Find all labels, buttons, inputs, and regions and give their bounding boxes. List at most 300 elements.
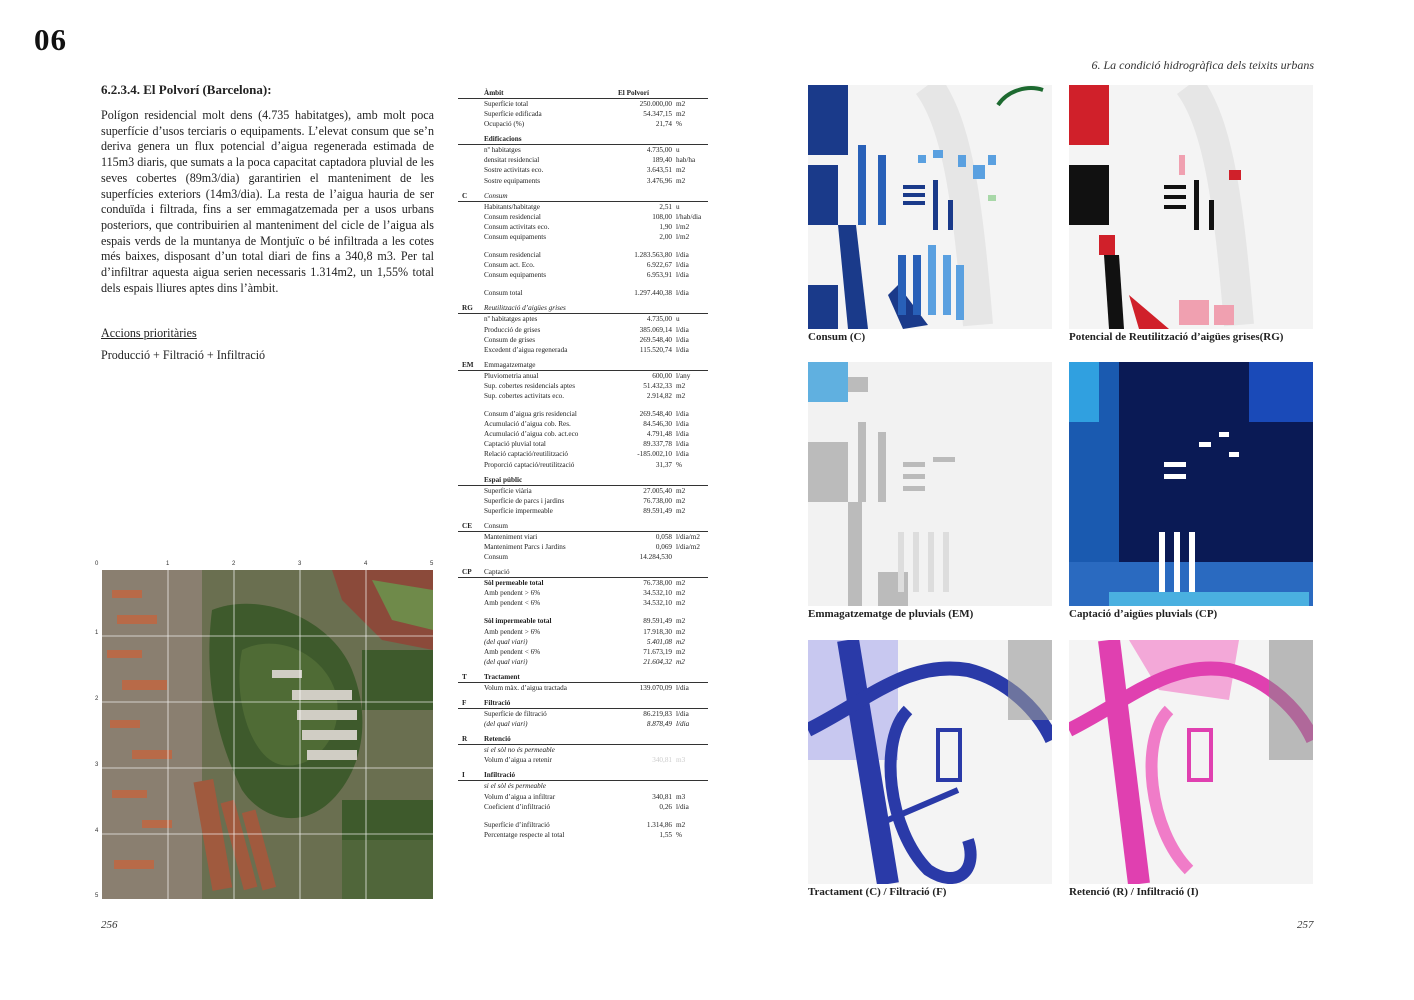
table-row: [458, 260, 708, 270]
row-value: 89.591,49: [643, 617, 672, 626]
row-unit: m2: [676, 820, 686, 829]
table-row: [458, 270, 708, 280]
row-indent: [458, 145, 484, 155]
row-indent: [458, 657, 484, 667]
row-label: Sup. cobertes activitats eco.: [484, 391, 565, 400]
table-row: [458, 232, 708, 242]
section-code: R: [462, 735, 468, 744]
row-label: Superfície impermeable: [484, 506, 553, 515]
running-head: 6. La condició hidrogràfica dels teixits urbans: [1091, 58, 1314, 72]
table-row: [458, 202, 708, 212]
row-value: [614, 745, 672, 755]
row-unit: l/m2: [676, 222, 690, 231]
section-code: T: [462, 672, 467, 681]
section-code: [458, 88, 484, 98]
row-unit: m2: [676, 599, 686, 608]
row-unit: [672, 781, 708, 791]
row-value: 6.922,67: [646, 261, 672, 270]
section-code: EM: [462, 360, 474, 369]
table-row: [458, 449, 708, 459]
table-row: [458, 409, 708, 419]
intro-paragraph: Polígon residencial molt dens (4.735 habitatges), amb molt poca superfície d’usos terciaris o equipaments. L’elevat consum que se’n deriva genera un flux potencial d’aigua regenerada estimada de 115m3 diaris, que sumats a la poca capacitat captadora pluvial de les seves cobertes (89m3/dia) garantirien el manteniment de les superfícies exteriors (14m3/dia). La resta de l’aigua hauria de ser conduïda i filtrada, fins a ser emmagatzemada per a usos urbans posteriors, que contribuirien al manteniment del cicle de l’aigua als espais verds de la muntanya de Montjuïc o bé infiltrada a les cotes més baixes, disposant d’un total diari de fins a 340,8 m3. Per tal d’infiltrar aquesta aigua serien necessaris 1.314m2, un 1,55% total dels espais lliures aptes dins l’àmbit.: [101, 108, 434, 295]
row-value: 31,37: [655, 460, 672, 469]
section-name: Reutilització d’aigües grises: [484, 304, 566, 313]
row-indent: [458, 109, 484, 119]
table-row: [458, 812, 708, 820]
row-value: 4.791,48: [646, 430, 672, 439]
row-indent: [458, 335, 484, 345]
row-unit: l/dia: [676, 440, 689, 449]
row-label: Acumulació d’aigua cob. Res.: [484, 420, 571, 429]
row-indent: [458, 598, 484, 608]
row-label: Acumulació d’aigua cob. act.eco: [484, 430, 579, 439]
row-value: 5.401,08: [646, 637, 672, 646]
table-section-header: [458, 734, 708, 745]
table-row: [458, 288, 708, 298]
table-row: [458, 637, 708, 647]
table-section-header: [458, 567, 708, 578]
row-label: Percentatge respecte al total: [484, 830, 565, 839]
table-row: [458, 820, 708, 830]
row-unit: l/dia: [676, 289, 689, 298]
section-name: Consum: [484, 191, 508, 200]
table-row: [458, 657, 708, 667]
row-unit: m2: [676, 381, 686, 390]
grid-label-top-4: 4: [364, 561, 368, 567]
row-value: 115.520,74: [639, 345, 672, 354]
row-unit: %: [676, 830, 682, 839]
table-row: [458, 608, 708, 616]
row-label: (del qual viari): [484, 657, 528, 666]
row-indent: [458, 745, 484, 755]
section-name: Consum: [484, 521, 508, 530]
row-unit: u: [676, 202, 680, 211]
accions-title: Accions prioritàries: [101, 326, 197, 340]
section-name: Emmagatzematge: [484, 360, 536, 369]
row-indent: [458, 345, 484, 355]
map-cp: [1069, 362, 1313, 606]
row-label: Consum activitats eco.: [484, 222, 550, 231]
chapter-number: 06: [34, 22, 67, 57]
table-row: [458, 460, 708, 470]
row-label: Amb pendent > 6%: [484, 589, 541, 598]
row-label: Superfície edificada: [484, 110, 542, 119]
grid-label-left-2: 2: [95, 696, 99, 702]
row-label: Sostre equipaments: [484, 176, 541, 185]
row-label: Proporció captació/reutilització: [484, 460, 575, 469]
row-unit: [672, 745, 708, 755]
section-code: CE: [462, 521, 472, 530]
row-value: 0,26: [659, 802, 672, 811]
table-section: [458, 770, 708, 839]
map-tf: [808, 640, 1052, 884]
row-indent: [458, 486, 484, 496]
row-value: 1,90: [659, 222, 672, 231]
row-unit: l/dia: [676, 720, 690, 729]
row-label: Consum act. Eco.: [484, 261, 535, 270]
map-caption-rg: Potencial de Reutilització d’aigües grises(RG): [1069, 331, 1284, 343]
row-indent: [458, 542, 484, 552]
row-label: nº habitatges: [484, 146, 521, 155]
row-unit: l/dia: [676, 710, 689, 719]
table-row: [458, 381, 708, 391]
grid-label-top-0: 0: [95, 561, 99, 567]
table-row: [458, 165, 708, 175]
table-section: [458, 134, 708, 185]
row-label: Sòl impermeable total: [484, 617, 552, 626]
row-value: 2.914,82: [646, 391, 672, 400]
table-row: [458, 542, 708, 552]
table-row: [458, 552, 708, 562]
table-section: [458, 521, 708, 562]
row-label: Amb pendent < 6%: [484, 599, 541, 608]
row-label: Amb pendent < 6%: [484, 647, 541, 656]
map-rg: [1069, 85, 1313, 329]
row-label: Consum: [484, 553, 508, 562]
column-header: El Polvorí: [618, 89, 649, 97]
row-value: 3.476,96: [646, 176, 672, 185]
row-indent: [458, 588, 484, 598]
grid-label-left-1: 1: [95, 630, 99, 636]
row-indent: [458, 202, 484, 212]
map-caption-ri: Retenció (R) / Infiltració (I): [1069, 886, 1199, 898]
row-label: Volum d’aigua a retenir: [484, 756, 552, 765]
row-unit: m2: [676, 637, 685, 646]
row-indent: [458, 802, 484, 812]
table-row: [458, 145, 708, 155]
table-section-header: [458, 475, 708, 486]
row-indent: [458, 391, 484, 401]
row-indent: [458, 119, 484, 129]
row-unit: l/dia: [676, 325, 689, 334]
row-label: Relació captació/reutilització: [484, 450, 569, 459]
row-label: si el sòl no és permeable: [484, 746, 555, 755]
map-consum: [808, 85, 1052, 329]
row-label: Amb pendent > 6%: [484, 627, 541, 636]
table-section: [458, 303, 708, 354]
row-unit: l/dia: [676, 430, 689, 439]
row-label: densitat residencial: [484, 156, 540, 165]
table-row: [458, 439, 708, 449]
row-value: 2,00: [659, 232, 672, 241]
table-section: [458, 734, 708, 765]
table-row: [458, 496, 708, 506]
row-value: 2,51: [659, 202, 672, 211]
accions-text: Producció + Filtració + Infiltració: [101, 348, 266, 362]
row-unit: l/dia: [676, 335, 689, 344]
row-label: Sostre activitats eco.: [484, 166, 544, 175]
table-section-header: [458, 521, 708, 532]
row-value: 21,74: [655, 120, 672, 129]
section-title: 6.2.3.4. El Polvorí (Barcelona):: [101, 82, 272, 97]
table-section: [458, 567, 708, 667]
row-unit: m2: [676, 627, 686, 636]
section-name: Infiltració: [484, 771, 516, 780]
row-indent: [458, 212, 484, 222]
table-row: [458, 119, 708, 129]
row-label: Captació pluvial total: [484, 440, 546, 449]
row-value: 189,40: [652, 156, 672, 165]
row-label: Sòl permeable total: [484, 579, 544, 588]
row-unit: m2: [676, 579, 686, 588]
grid-label-left-3: 3: [95, 762, 99, 768]
row-value: 21.604,32: [643, 657, 672, 666]
row-label: Consum d’aigua gris residencial: [484, 410, 577, 419]
row-value: 250.000,00: [639, 100, 672, 108]
table-section: [458, 475, 708, 516]
row-unit: m3: [676, 792, 686, 801]
row-value: 269.548,40: [639, 335, 672, 344]
table-row: [458, 335, 708, 345]
row-indent: [458, 552, 484, 562]
row-label: Consum total: [484, 289, 523, 298]
table-row: [458, 99, 708, 109]
row-indent: [458, 781, 484, 791]
section-code: RG: [462, 304, 473, 313]
row-label: (del qual viari): [484, 720, 528, 729]
row-indent: [458, 419, 484, 429]
grid-label-top-1: 1: [166, 561, 170, 567]
row-value: 54.347,15: [643, 110, 672, 119]
row-indent: [458, 755, 484, 765]
section-name: Espai públic: [484, 475, 523, 484]
row-value: 4.735,00: [646, 146, 672, 155]
map-ri: [1069, 640, 1313, 884]
row-unit: u: [676, 146, 680, 155]
grid-label-left-4: 4: [95, 828, 99, 834]
row-value: 1.283.563,80: [634, 251, 672, 260]
row-unit: u: [676, 315, 680, 324]
table-row: [458, 830, 708, 840]
row-unit: m2: [676, 617, 686, 626]
row-unit: m2: [676, 496, 686, 505]
table-section-header: [458, 698, 708, 709]
table-row: [458, 781, 708, 791]
row-unit: %: [676, 120, 682, 129]
table-section: [458, 698, 708, 729]
row-unit: m2: [676, 110, 686, 119]
table-row: [458, 588, 708, 598]
row-value: 385.069,14: [639, 325, 672, 334]
row-indent: [458, 381, 484, 391]
table-row: [458, 802, 708, 812]
row-indent: [458, 176, 484, 186]
row-unit: l/m2: [676, 232, 690, 241]
row-unit: m2: [676, 647, 686, 656]
table-row: [458, 176, 708, 186]
row-value: 34.532,10: [643, 589, 672, 598]
data-table: [458, 88, 708, 840]
row-unit: l/dia: [676, 271, 689, 280]
section-code: CP: [462, 568, 472, 577]
row-indent: [458, 232, 484, 242]
row-unit: m2: [676, 166, 686, 175]
row-label: Excedent d’aigua regenerada: [484, 345, 568, 354]
row-value: [614, 781, 672, 791]
grid-label-top-5: 5: [430, 561, 434, 567]
row-indent: [458, 325, 484, 335]
table-section-header: [458, 303, 708, 314]
row-unit: hab/ha: [676, 156, 696, 165]
row-label: Superfície viària: [484, 486, 532, 495]
row-unit: l/dia: [676, 683, 689, 692]
page-number-left: 256: [101, 919, 118, 931]
row-unit: [672, 552, 708, 562]
row-unit: m2: [676, 100, 686, 108]
row-indent: [458, 616, 484, 626]
table-row: [458, 719, 708, 729]
map-em: [808, 362, 1052, 606]
row-value: 3.643,51: [646, 166, 672, 175]
row-indent: [458, 288, 484, 298]
row-unit: l/dia: [676, 261, 689, 270]
table-row: [458, 627, 708, 637]
section-name: Captació: [484, 568, 510, 577]
row-indent: [458, 165, 484, 175]
row-label: Consum equipaments: [484, 232, 547, 241]
table-row: [458, 391, 708, 401]
table-row: [458, 683, 708, 693]
row-value: 340,81: [652, 756, 672, 765]
row-indent: [458, 578, 484, 588]
row-indent: [458, 371, 484, 381]
row-indent: [458, 429, 484, 439]
row-unit: m2: [676, 486, 686, 495]
row-indent: [458, 260, 484, 270]
row-value: 14.284,530: [639, 553, 672, 562]
row-value: 6.953,91: [646, 271, 672, 280]
row-unit: l/dia: [676, 450, 689, 459]
row-indent: [458, 627, 484, 637]
row-label: Ocupació (%): [484, 120, 525, 129]
row-label: Pluviometria anual: [484, 371, 539, 380]
row-unit: m2: [676, 657, 685, 666]
row-label: Manteniment viari: [484, 532, 538, 541]
row-value: 76.738,00: [643, 496, 672, 505]
row-indent: [458, 506, 484, 516]
map-caption-em: Emmagatzematge de pluvials (EM): [808, 608, 974, 620]
row-indent: [458, 532, 484, 542]
grid-label-left-5: 5: [95, 893, 99, 899]
section-name: Filtració: [484, 699, 511, 708]
row-unit: l/any: [676, 371, 691, 380]
row-label: Coeficient d’infiltració: [484, 802, 551, 811]
row-indent: [458, 460, 484, 470]
map-caption-cp: Captació d’aigües pluvials (CP): [1069, 608, 1218, 620]
table-section-header: [458, 191, 708, 202]
row-indent: [458, 792, 484, 802]
row-value: 8.878,49: [646, 720, 672, 729]
section-name: Àmbit: [484, 89, 504, 97]
row-indent: [458, 155, 484, 165]
table-section-header: [458, 360, 708, 371]
map-caption-tf: Tractament (C) / Filtració (F): [808, 886, 947, 898]
row-label: (del qual viari): [484, 637, 528, 646]
row-indent: [458, 647, 484, 657]
row-value: -185.002,10: [637, 450, 672, 459]
table-row: [458, 532, 708, 542]
row-value: 340,81: [652, 792, 672, 801]
row-label: Superfície de parcs i jardins: [484, 496, 565, 505]
row-unit: m2: [676, 506, 686, 515]
table-section-header: [458, 88, 708, 99]
table-row: [458, 314, 708, 324]
row-indent: [458, 314, 484, 324]
row-value: 1.314,86: [646, 820, 672, 829]
row-unit: m3: [676, 756, 686, 765]
row-label: Consum residencial: [484, 212, 541, 221]
row-indent: [458, 99, 484, 109]
row-value: 17.918,30: [643, 627, 672, 636]
table-row: [458, 325, 708, 335]
table-row: [458, 745, 708, 755]
table-row: [458, 212, 708, 222]
section-name: Tractament: [484, 672, 520, 681]
table-row: [458, 280, 708, 288]
grid-label-top-3: 3: [298, 561, 302, 567]
section-code: [458, 134, 484, 144]
row-label: Sup. cobertes residencials aptes: [484, 381, 576, 390]
row-label: Superfície d’infiltració: [484, 820, 550, 829]
row-value: 84.546,30: [643, 420, 672, 429]
section-name: Edificacions: [484, 135, 522, 144]
row-unit: l/dia: [676, 410, 689, 419]
page-number-right: 257: [1297, 919, 1314, 931]
table-section: [458, 88, 708, 129]
row-value: 269.548,40: [639, 410, 672, 419]
table-row: [458, 222, 708, 232]
row-indent: [458, 683, 484, 693]
table-section: [458, 191, 708, 299]
section-name: Retenció: [484, 735, 511, 744]
row-indent: [458, 449, 484, 459]
table-section-header: [458, 134, 708, 145]
row-value: 4.735,00: [646, 315, 672, 324]
table-row: [458, 792, 708, 802]
map-caption-consum: Consum (C): [808, 331, 866, 343]
section-code: [458, 475, 484, 485]
row-value: 0,058: [655, 532, 672, 541]
row-value: 89.337,78: [643, 440, 672, 449]
row-indent: [458, 270, 484, 280]
table-row: [458, 486, 708, 496]
row-value: 76.738,00: [643, 579, 672, 588]
row-value: 86.219,83: [643, 710, 672, 719]
row-value: 71.673,19: [643, 647, 672, 656]
section-code: I: [462, 771, 465, 780]
row-label: nº habitatges aptes: [484, 315, 538, 324]
row-value: 27.005,40: [643, 486, 672, 495]
row-value: 0,069: [655, 543, 672, 551]
row-value: 89.591,49: [643, 506, 672, 515]
row-label: Manteniment Parcs i Jardins: [484, 543, 566, 551]
row-indent: [458, 409, 484, 419]
table-section-header: [458, 672, 708, 683]
row-value: 51.432,33: [643, 381, 672, 390]
table-row: [458, 345, 708, 355]
row-value: 600,00: [652, 371, 672, 380]
row-unit: l/dia: [676, 345, 689, 354]
row-value: 139.070,09: [639, 683, 672, 692]
row-label: si el sòl és permeable: [484, 782, 546, 791]
row-label: Superfície total: [484, 100, 529, 108]
table-row: [458, 647, 708, 657]
row-indent: [458, 830, 484, 840]
row-label: Consum equipaments: [484, 271, 547, 280]
row-indent: [458, 820, 484, 830]
table-row: [458, 429, 708, 439]
table-row: [458, 755, 708, 765]
